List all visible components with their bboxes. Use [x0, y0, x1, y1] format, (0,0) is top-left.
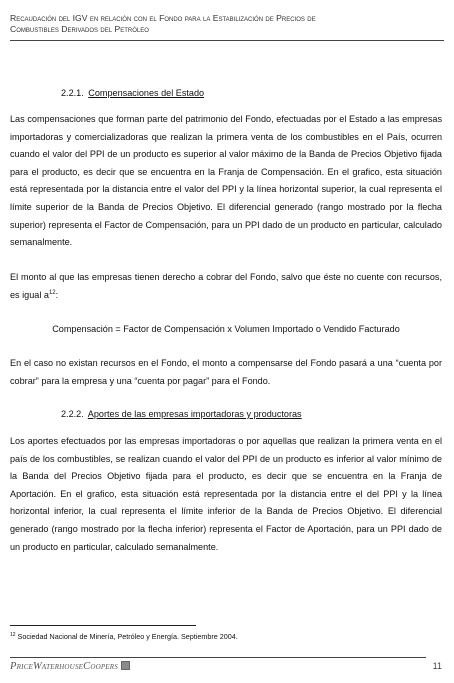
paragraph-monto-text: El monto al que las empresas tienen derecho a cobrar del Fondo, salvo que éste no cuente con recursos, es igual a — [10, 272, 442, 300]
paragraph-monto-suffix: : — [55, 289, 59, 300]
paragraph-aportes: Los aportes efectuados por las empresas importadoras o por aquellas que realizan la primera venta en el país de los combustibles, se realizan cuando el valor del PPI de un producto es inferior al valor mínimo de la Banda del Precios Objetivo fijada para el producto, es decir que se encuentra en la Franja de Aportación. En el grafico, esta situación está representada por la distancia entre el del PPI y la línea horizontal inferior, la cual representa el límite inferior de la Banda de Precios Objetivo. El diferencial generado (rango mostrado por la flecha inferior) representa el Factor de Aportación, para un PPI dado de un producto en particular, calculado semanalmente. — [10, 436, 442, 552]
section-number: 2.2.2. — [61, 409, 84, 419]
section-heading-compensaciones — [61, 87, 204, 99]
running-header — [10, 13, 444, 35]
footnote-text: Sociedad Nacional de Minería, Petróleo y Energía. Septiembre 2004. — [15, 632, 238, 641]
footnote-divider — [10, 625, 196, 626]
header-divider — [10, 40, 444, 41]
paragraph-monto — [10, 269, 442, 304]
paragraph-compensaciones: Las compensaciones que forman parte del patrimonio del Fondo, efectuadas por el Estado a las empresas importadoras y comercializadoras que realizan la primera venta de los combustibles en el País, ocurren cuando el valor del PPI de un producto es superior al valor máximo de la Banda de Precios Objetivo fijada para el producto, es decir que se encuentra en la Franja de Compensación. En el grafico, esta situación está representada por la distancia entre el valor del PPI y la línea horizontal superior, la cual representa el límite superior de la Banda de Precios Objetivo. El diferencial generado (rango mostrado por la flecha superior) representa el Factor de Compensación, para un PPI dado de un producto en particular, calculado semanalmente. — [10, 114, 442, 248]
company-logo-text: PriceWaterhouseCoopers — [10, 661, 118, 672]
section-title: Compensaciones del Estado — [88, 88, 205, 98]
footnote-reference: 12 — [48, 289, 56, 296]
footer-divider — [10, 657, 426, 658]
running-header-line-2: Combustibles Derivados del Petróleo — [10, 24, 149, 34]
company-logo — [10, 660, 130, 674]
paragraph-sin-recursos: En el caso no existan recursos en el Fondo, el monto a compensarse del Fondo pasará a una “cuenta por cobrar” para la empresa y una “cuenta por pagar” para el Fondo. — [10, 358, 442, 386]
compensation-formula: Compensación = Factor de Compensación x Volumen Importado o Vendido Facturado — [52, 324, 400, 334]
section-heading-aportes — [61, 408, 302, 420]
footnote-number: 12 — [10, 632, 16, 638]
footnote — [10, 632, 238, 642]
section-title: Aportes de las empresas importadoras y productoras — [87, 409, 302, 419]
running-header-line-1: Recaudación del IGV en relación con el Fondo para la Estabilización de Precios de — [10, 13, 316, 23]
page-number: 11 — [432, 661, 442, 671]
section-number: 2.2.1. — [61, 88, 84, 98]
logo-mark-icon — [121, 661, 130, 670]
